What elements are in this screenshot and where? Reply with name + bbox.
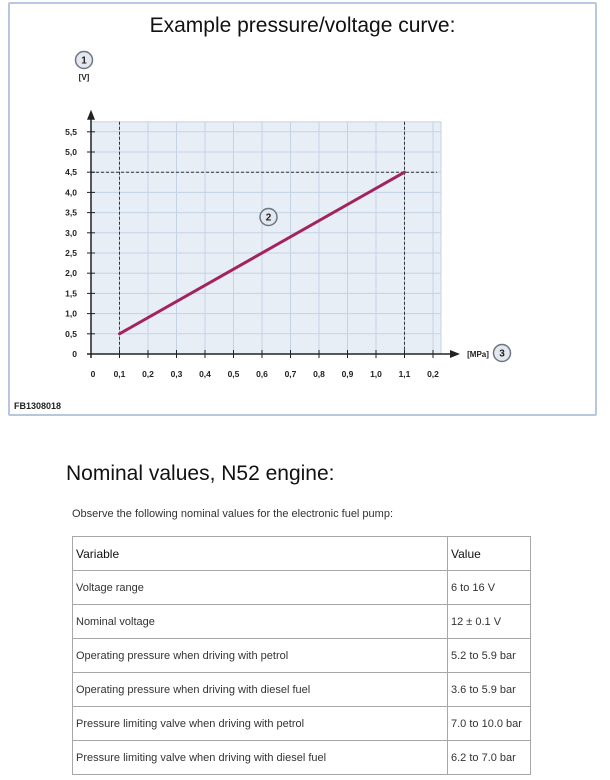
table-row — [73, 571, 531, 605]
y-unit-label: [V] — [78, 73, 90, 82]
callout-number: 3 — [499, 348, 505, 360]
x-tick-label: 0,1 — [113, 369, 126, 379]
figure-title: Example pressure/voltage curve: — [149, 14, 456, 37]
y-axis-arrow — [87, 110, 95, 120]
variable-cell: Operating pressure when driving with petrol — [73, 639, 448, 673]
y-tick-label: 3,5 — [65, 207, 77, 218]
value-cell: 12 ± 0.1 V — [448, 605, 531, 639]
y-tick-label: 4,5 — [65, 167, 77, 178]
header-value: Value — [448, 537, 531, 571]
y-tick-label: 1,0 — [65, 308, 77, 319]
variable-cell: Operating pressure when driving with diesel fuel — [73, 673, 448, 707]
x-tick-label: 0,5 — [227, 369, 240, 379]
y-tick-label: 5,5 — [65, 126, 77, 137]
x-tick-label: 0,7 — [284, 369, 297, 379]
value-cell: 6 to 16 V — [448, 571, 531, 605]
x-tick-label: 1,0 — [370, 369, 382, 379]
x-tick-label: 0,9 — [341, 369, 354, 379]
y-tick-label: 2,0 — [65, 268, 77, 279]
intro-text: Observe the following nominal values for the electronic fuel pump: — [72, 508, 394, 520]
x-tick-label: 0,6 — [256, 369, 268, 379]
y-tick-label: 5,0 — [65, 147, 77, 157]
x-tick-label: 0,4 — [199, 369, 211, 379]
variable-cell: Voltage range — [73, 571, 448, 605]
header-variable: Variable — [73, 537, 448, 571]
y-tick-label: 3,0 — [65, 227, 77, 238]
value-cell: 7.0 to 10.0 bar — [448, 707, 531, 741]
value-cell: 5.2 to 5.9 bar — [448, 639, 531, 673]
y-tick-label: 0 — [72, 349, 77, 359]
x-tick-label: 0,8 — [313, 369, 325, 379]
variable-cell: Pressure limiting valve when driving with petrol — [73, 707, 448, 741]
x-tick-label: 1,1 — [398, 369, 411, 379]
table-row — [73, 741, 531, 775]
callout-number: 2 — [265, 212, 272, 224]
variable-cell: Nominal voltage — [73, 605, 448, 639]
x-tick-label: 0,3 — [170, 369, 183, 379]
table-row — [73, 707, 531, 741]
x-tick-label: 0,2 — [142, 369, 154, 379]
value-cell: 6.2 to 7.0 bar — [448, 741, 531, 775]
variable-cell: Pressure limiting valve when driving with diesel fuel — [73, 741, 448, 775]
x-tick-label: 0,2 — [427, 369, 439, 379]
y-tick-label: 4,0 — [65, 187, 77, 198]
value-cell: 3.6 to 5.9 bar — [448, 673, 531, 707]
pressure-voltage-chart — [10, 4, 595, 414]
table-row — [73, 639, 531, 673]
figure-code: FB1308018 — [14, 401, 62, 411]
table-row — [73, 673, 531, 707]
section-heading: Nominal values, N52 engine: — [66, 462, 335, 485]
x-tick-label: 0 — [90, 369, 96, 379]
y-tick-label: 0,5 — [65, 328, 77, 339]
pressure-voltage-figure — [8, 2, 597, 416]
x-axis-arrow — [450, 350, 460, 358]
y-tick-label: 1,5 — [65, 288, 77, 299]
y-tick-label: 2,5 — [65, 248, 77, 258]
table-row — [73, 605, 531, 639]
table-header-row — [73, 537, 531, 571]
callout-number: 1 — [81, 55, 87, 67]
x-unit-label: [MPa] — [467, 350, 489, 359]
nominal-values-table — [72, 536, 531, 775]
